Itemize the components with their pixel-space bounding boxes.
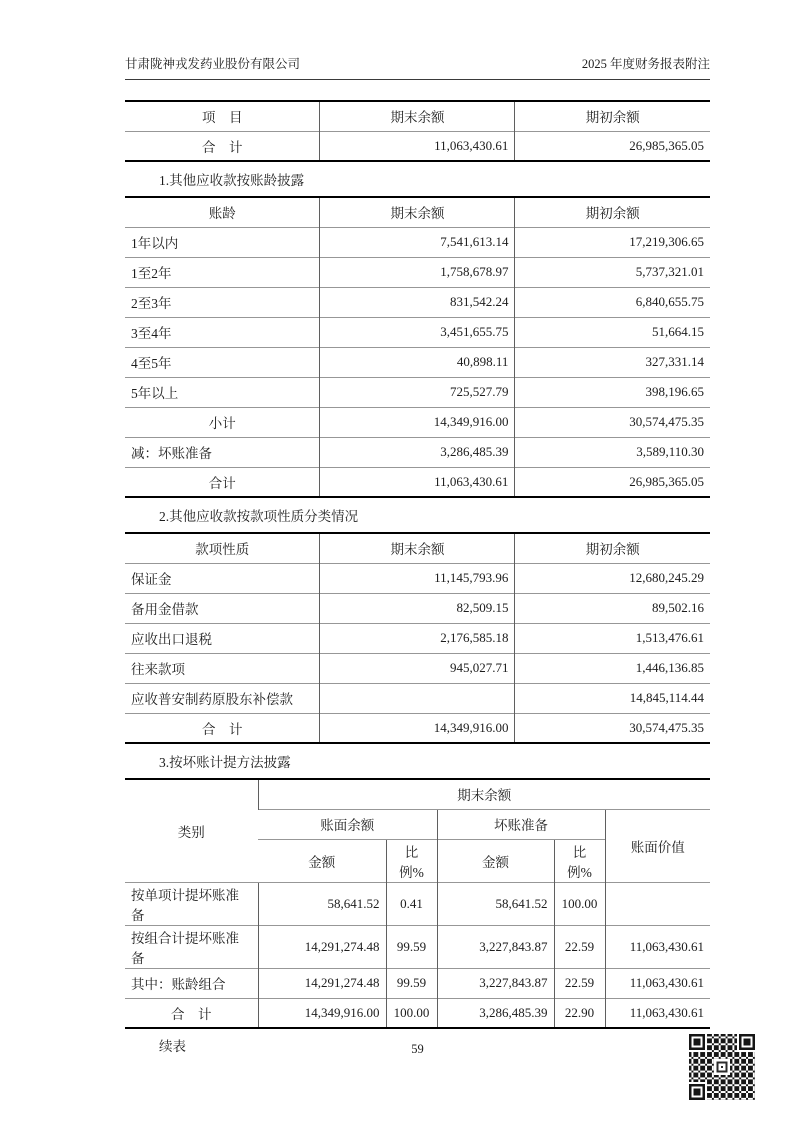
table-row <box>125 623 710 653</box>
col-header-period-end: 期末余额 <box>320 101 515 131</box>
cell-bb-ratio: 100.00 <box>386 998 437 1028</box>
col-header-category: 类别 <box>177 824 205 840</box>
table-row <box>125 227 710 257</box>
cell-begin: 14,845,114.44 <box>515 683 710 713</box>
cell-bd-ratio: 100.00 <box>554 882 605 925</box>
cell-end: 11,063,430.61 <box>320 467 515 497</box>
col-header-period-end: 期末余额 <box>320 197 515 227</box>
cell-bb-ratio: 99.59 <box>386 925 437 968</box>
page-number: 59 <box>411 1042 424 1056</box>
table-row-total <box>125 998 710 1028</box>
cell-total-end: 11,063,430.61 <box>320 131 515 161</box>
cell-label: 合 计 <box>125 998 258 1028</box>
qr-code-image <box>689 1034 755 1100</box>
cell-begin: 1,513,476.61 <box>515 623 710 653</box>
cell-label: 其中：账龄组合 <box>125 968 258 998</box>
cell-label: 应收普安制药原股东补偿款 <box>125 683 320 713</box>
cell-begin: 17,219,306.65 <box>515 227 710 257</box>
table-row <box>125 287 710 317</box>
cell-begin: 26,985,365.05 <box>515 467 710 497</box>
cell-label: 2至3年 <box>125 287 320 317</box>
table-row <box>125 377 710 407</box>
table-row <box>125 347 710 377</box>
col-header-book-value: 账面价值 <box>605 809 710 882</box>
cell-begin: 30,574,475.35 <box>515 713 710 743</box>
cell-begin: 1,446,136.85 <box>515 653 710 683</box>
cell-bd-amount: 3,227,843.87 <box>437 968 554 998</box>
cell-label: 按单项计提坏账准备 <box>125 882 258 925</box>
cell-book-value: 11,063,430.61 <box>605 998 710 1028</box>
header-row <box>125 101 710 131</box>
section-title-aging: 1.其他应收款按账龄披露 <box>159 173 305 188</box>
cell-begin: 6,840,655.75 <box>515 287 710 317</box>
table-row <box>125 653 710 683</box>
cell-label: 保证金 <box>125 563 320 593</box>
table-row <box>125 131 710 161</box>
cell-begin: 51,664.15 <box>515 317 710 347</box>
section-title-nature: 2.其他应收款按款项性质分类情况 <box>159 509 359 524</box>
cell-label: 1年以内 <box>125 227 320 257</box>
table-row-subtotal <box>125 407 710 437</box>
cell-begin: 5,737,321.01 <box>515 257 710 287</box>
cell-label: 按组合计提坏账准备 <box>125 925 258 968</box>
cell-end: 82,509.15 <box>320 593 515 623</box>
cell-book-value: 11,063,430.61 <box>605 925 710 968</box>
cell-label: 往来款项 <box>125 653 320 683</box>
cell-bb-amount: 14,349,916.00 <box>258 998 386 1028</box>
cell-bb-amount: 14,291,274.48 <box>258 925 386 968</box>
table-row <box>125 563 710 593</box>
table-row <box>125 257 710 287</box>
cell-end: 3,286,485.39 <box>320 437 515 467</box>
cell-bb-amount: 58,641.52 <box>258 882 386 925</box>
cell-end: 831,542.24 <box>320 287 515 317</box>
cell-total-label: 合 计 <box>125 131 320 161</box>
summary-total-table <box>125 100 710 162</box>
cell-book-value: 11,063,430.61 <box>605 968 710 998</box>
cell-bd-amount: 58,641.52 <box>437 882 554 925</box>
table-row <box>125 317 710 347</box>
col-header-period-end: 期末余额 <box>258 779 710 809</box>
col-header-bb-ratio: 比例% <box>386 839 437 882</box>
table-row-total <box>125 713 710 743</box>
page-header <box>125 54 710 80</box>
cell-bd-ratio: 22.90 <box>554 998 605 1028</box>
cell-end: 14,349,916.00 <box>320 407 515 437</box>
company-name: 甘肃陇神戎发药业股份有限公司 <box>125 57 301 71</box>
cell-label: 5年以上 <box>125 377 320 407</box>
col-header-bb-amount: 金额 <box>258 839 386 882</box>
cell-bb-ratio: 0.41 <box>386 882 437 925</box>
aging-table <box>125 196 710 498</box>
cell-bd-ratio: 22.59 <box>554 925 605 968</box>
cell-begin: 30,574,475.35 <box>515 407 710 437</box>
cell-label: 备用金借款 <box>125 593 320 623</box>
cell-label: 小计 <box>125 407 320 437</box>
cell-end: 3,451,655.75 <box>320 317 515 347</box>
cell-begin: 12,680,245.29 <box>515 563 710 593</box>
col-header-item: 项 目 <box>201 110 243 126</box>
section-title-method: 3.按坏账计提方法披露 <box>159 755 291 770</box>
cell-label: 减：坏账准备 <box>125 437 320 467</box>
cell-label: 1至2年 <box>125 257 320 287</box>
header-row-1 <box>125 779 710 809</box>
table-row <box>125 683 710 713</box>
header-row <box>125 197 710 227</box>
col-header-book-balance: 账面余额 <box>258 809 437 839</box>
cell-end: 40,898.11 <box>320 347 515 377</box>
col-header-aging: 账龄 <box>208 206 236 222</box>
col-header-nature: 款项性质 <box>195 542 250 558</box>
nature-table <box>125 532 710 744</box>
table-row-total <box>125 467 710 497</box>
cell-bb-ratio: 99.59 <box>386 968 437 998</box>
col-header-period-begin: 期初余额 <box>515 533 710 563</box>
col-header-period-end: 期末余额 <box>320 533 515 563</box>
col-header-bad-debt: 坏账准备 <box>437 809 605 839</box>
cell-bd-ratio: 22.59 <box>554 968 605 998</box>
cell-end: 945,027.71 <box>320 653 515 683</box>
table-row <box>125 437 710 467</box>
cell-end: 14,349,916.00 <box>320 713 515 743</box>
cell-bd-amount: 3,286,485.39 <box>437 998 554 1028</box>
cell-begin: 3,589,110.30 <box>515 437 710 467</box>
cell-end: 7,541,613.14 <box>320 227 515 257</box>
continued-label: 续表 <box>159 1039 186 1054</box>
doc-title: 2025 年度财务报表附注 <box>581 57 710 71</box>
cell-total-begin: 26,985,365.05 <box>515 131 710 161</box>
cell-book-value <box>605 882 710 925</box>
col-header-bd-amount: 金额 <box>437 839 554 882</box>
page-content <box>125 54 710 1055</box>
cell-label: 应收出口退税 <box>125 623 320 653</box>
cell-begin: 89,502.16 <box>515 593 710 623</box>
cell-label: 合 计 <box>125 713 320 743</box>
cell-end: 2,176,585.18 <box>320 623 515 653</box>
cell-label: 合计 <box>125 467 320 497</box>
cell-bb-amount: 14,291,274.48 <box>258 968 386 998</box>
cell-begin: 327,331.14 <box>515 347 710 377</box>
cell-end: 1,758,678.97 <box>320 257 515 287</box>
table-row <box>125 925 710 968</box>
qr-code <box>689 1034 755 1100</box>
cell-end: 725,527.79 <box>320 377 515 407</box>
col-header-period-begin: 期初余额 <box>515 101 710 131</box>
cell-label: 4至5年 <box>125 347 320 377</box>
table-row <box>125 968 710 998</box>
cell-end <box>320 683 515 713</box>
cell-begin: 398,196.65 <box>515 377 710 407</box>
table-row <box>125 593 710 623</box>
col-header-period-begin: 期初余额 <box>515 197 710 227</box>
header-row <box>125 533 710 563</box>
col-header-bd-ratio: 比例% <box>554 839 605 882</box>
table-row <box>125 882 710 925</box>
cell-label: 3至4年 <box>125 317 320 347</box>
cell-bd-amount: 3,227,843.87 <box>437 925 554 968</box>
method-table <box>125 778 710 1029</box>
cell-end: 11,145,793.96 <box>320 563 515 593</box>
